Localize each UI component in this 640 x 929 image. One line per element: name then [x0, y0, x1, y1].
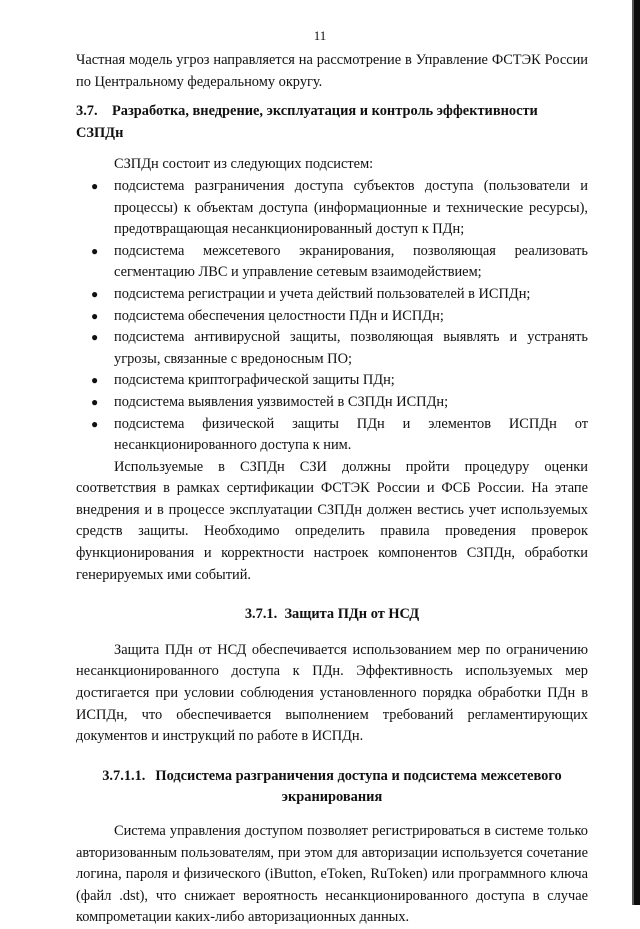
- list-item-text: подсистема физической защиты ПДн и элементов ИСПДн от несанкционированного доступа к ним.: [114, 415, 588, 454]
- list-item-text: подсистема криптографической защиты ПДн;: [114, 372, 395, 389]
- list-item-text: подсистема антивирусной защиты, позволяющая выявлять и устранять угрозы, связанные с вредоносным ПО;: [114, 329, 588, 367]
- section-lead: СЗПДн состоит из следующих подсистем:: [114, 156, 374, 173]
- section-heading: [76, 101, 588, 144]
- list-item: [76, 241, 588, 284]
- list-item-text: подсистема обеспечения целостности ПДн и ИСПДн;: [114, 307, 444, 324]
- list-item-text: подсистема межсетевого экранирования, позволяющая реализовать сегментацию ЛВС и управление сетевым взаимодействием;: [114, 242, 588, 281]
- subsection-title: Защита ПДн от НСД: [284, 606, 420, 623]
- list-item-text: подсистема выявления уязвимостей в СЗПДн ИСПДн;: [114, 393, 449, 410]
- subsubsection-title-line2: экранирования: [281, 789, 383, 806]
- subsubsection-title-line1: Подсистема разграничения доступа и подсистема межсетевого: [155, 767, 562, 784]
- bullet-icon: ●: [91, 178, 99, 193]
- list-item: [76, 327, 588, 370]
- list-item: [76, 392, 588, 414]
- subsubsection-heading-line1: [76, 766, 588, 788]
- list-item-text: подсистема регистрации и учета действий пользователей в ИСПДн;: [114, 285, 531, 302]
- bullet-icon: ●: [91, 416, 99, 431]
- section-closing-paragraph: Используемые в СЗПДн СЗИ должны пройти процедуру оценки соответствия в рамках сертификации ФСТЭК России и ФСБ России. На этапе внедрения и в процессе эксплуатации СЗПДн должен вестись учет используемых средств защиты. Необходимо определить правила проведения проверок функционирования и корректности настроек компонентов СЗПДн, обработки генерируемых ими событий.: [76, 458, 588, 583]
- bullet-icon: ●: [91, 373, 99, 388]
- subsubsection-number: 3.7.1.1.: [102, 767, 146, 784]
- subsection-paragraph: Защита ПДн от НСД обеспечивается использованием мер по ограничению несанкционированного доступа к ПДн. Эффективность используемых мер достигается при условии соблюдения установленного порядка обработки ПДн в ИСПДн, что обеспечивается выполнением требований регламентирующих документов и инструкций по работе в ИСПДн.: [76, 641, 588, 745]
- list-item: [76, 414, 588, 457]
- intro-paragraph: Частная модель угроз направляется на рассмотрение в Управление ФСТЭК России по Центральному федеральному округу.: [76, 52, 588, 90]
- bullet-icon: ●: [91, 286, 99, 301]
- subsubsection-paragraph: Система управления доступом позволяет регистрироваться в системе только авторизованным пользователям, при этом для авторизации используется сочетание логина, пароля и физического (iButton, eToken, RuToken) или программного ключа (файл .dst), что снижает вероятность несанкционированного доступа в случае компрометации каких-либо авторизационных данных.: [76, 823, 588, 926]
- bullet-icon: ●: [91, 394, 99, 409]
- subsection-number: 3.7.1.: [244, 606, 278, 623]
- subsystem-list: [76, 176, 588, 457]
- subsection-heading: [76, 604, 588, 626]
- list-item-text: подсистема разграничения доступа субъектов доступа (пользователи и процессы) к объектам доступа (информационные и технические ресурсы), предотвращающая несанкционированный доступ к ПДн;: [114, 177, 588, 238]
- page-number: 11: [313, 28, 327, 43]
- list-item: [76, 176, 588, 241]
- list-item: [76, 284, 588, 306]
- bullet-icon: ●: [91, 243, 99, 258]
- list-item: [76, 370, 588, 392]
- section-number: 3.7.: [76, 103, 98, 120]
- scan-border: [634, 0, 640, 905]
- page-content: [76, 50, 588, 929]
- list-item: [76, 306, 588, 328]
- subsubsection-heading: [76, 766, 588, 809]
- bullet-icon: ●: [91, 330, 99, 345]
- section-title: Разработка, внедрение, эксплуатация и контроль эффективности СЗПДн: [76, 103, 538, 141]
- bullet-icon: ●: [91, 308, 99, 323]
